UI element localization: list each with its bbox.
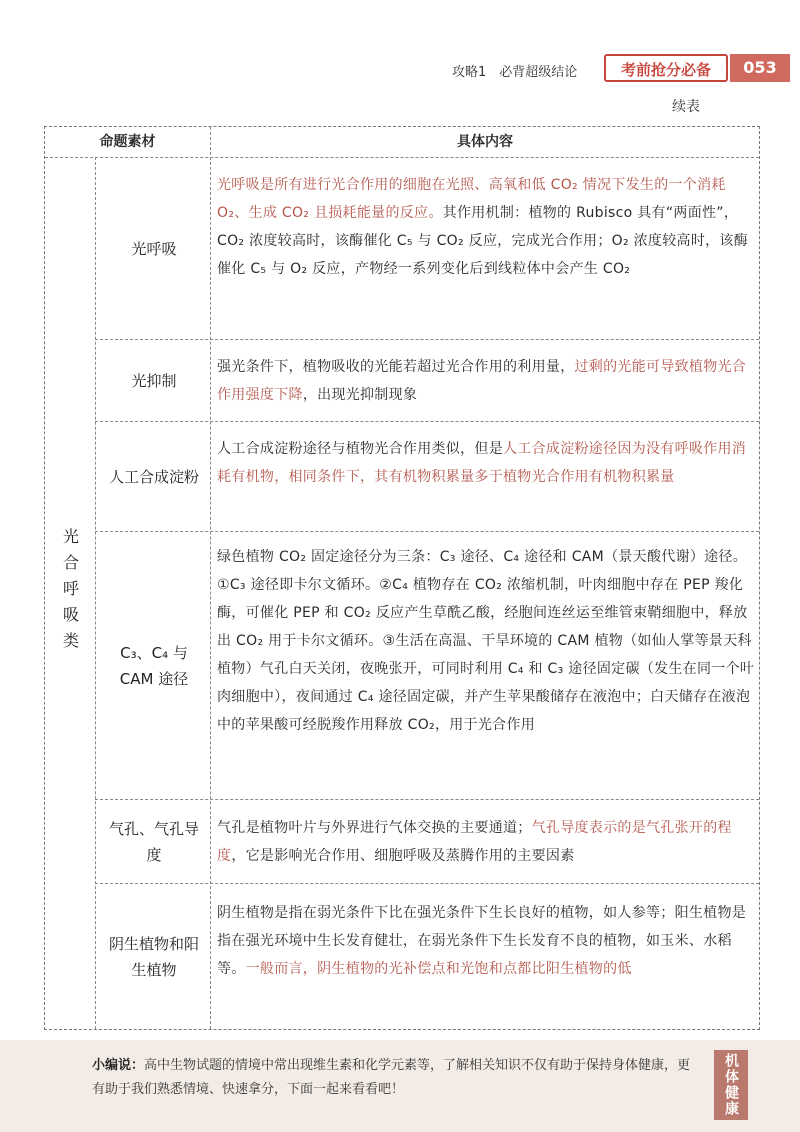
content-cell [217,435,755,491]
header-topic: 命题素材 [99,134,156,150]
content-cell [217,171,755,283]
topic-label: 气孔、气孔导度 [108,819,199,864]
page-header [440,52,800,84]
content-table [44,126,760,1030]
note-body: 高中生物试题的情境中常出现维生素和化学元素等，了解相关知识不仅有助于保持身体健康，更有助于我们熟悉情境、快速拿分，下面一起来看看吧！ [92,1058,691,1097]
topic-cell [96,800,212,883]
body-text: 其作用机制：植物的 Rubisco 具有“两面性”，CO₂ 浓度较高时，该酶催化 C₅ 与 CO₂ 反应，完成光合作用；O₂ 浓度较高时，该酶催化 C₅ 与 O₂ 反应，产物经一系列变化后到线粒体中会产生 CO₂ [217,205,749,277]
content-cell [217,543,755,739]
topic-label: 人工合成淀粉 [108,467,199,486]
content-cell [217,353,755,409]
body-text: 强光条件下，植物吸收的光能若超过光合作用的利用量， [217,359,575,375]
topic-label: 光抑制 [131,371,177,390]
category-cell [45,157,95,1029]
category-label: 光合呼吸类 [60,528,80,658]
topic-cell [96,532,212,799]
body-text: 人工合成淀粉途径与植物光合作用类似，但是 [217,441,503,457]
topic-cell [96,158,212,339]
topic-label: C₃、C₄ 与 CAM 途径 [119,643,189,688]
side-tab: 机体健康 [714,1050,748,1120]
header-content: 具体内容 [457,134,513,150]
topic-label: 光呼吸 [131,239,177,258]
topic-cell [96,884,212,1029]
topic-label: 阴生植物和阳生植物 [108,934,199,979]
body-text: 绿色植物 CO₂ 固定途径分为三条：C₃ 途径、C₄ 途径和 CAM（景天酸代谢）途径。①C₃ 途径即卡尔文循环。②C₄ 植物存在 CO₂ 浓缩机制，叶肉细胞中存在 PEP 羧化酶，可催化 PEP 和 CO₂ 反应产生草酰乙酸，经胞间连丝运至维管束鞘细胞中，释放出 CO₂ 用于卡尔文循环。③生活在高温、干旱环境的 CAM 植物（如仙人掌等景天科植物）气孔白天关闭，夜晚张开，可同时利用 C₄ 和 C₃ 途径固定碳（发生在同一个叶肉细胞中），夜间通过 C₄ 途径固定碳，并产生苹果酸储存在液泡中；白天储存在液泡中的苹果酸可经脱羧作用释放 CO₂，用于光合作用 [217,549,755,733]
highlight-text: 一般而言，阴生植物的光补偿点和光饱和点都比阳生植物的低 [245,961,632,977]
editor-note [0,1040,800,1132]
body-text: ，出现光抑制现象 [302,387,418,403]
note-text [92,1054,692,1102]
content-cell [217,899,755,983]
body-text: ，它是影响光合作用、细胞呼吸及蒸腾作用的主要因素 [231,848,575,864]
content-cell [217,814,755,870]
topic-cell [96,422,212,531]
highlight-text: 气孔导度表示的是气孔张开的程度 [217,820,732,864]
body-text: 气孔是植物叶片与外界进行气体交换的主要通道； [217,820,532,836]
highlight-text: 过剩的光能可导致植物光合作用强度下降 [217,359,747,403]
chapter-title: 攻略1 必背超级结论 [452,65,578,80]
topic-cell [96,340,212,421]
body-text: 阴生植物是指在弱光条件下比在强光条件下生长良好的植物，如人参等；阳生植物是指在强光环境中生长发育健壮，在弱光条件下生长发育不良的植物，如玉米、水稻等。 [217,905,747,977]
highlight-text: 光呼吸是所有进行光合作用的细胞在光照、高氧和低 CO₂ 情况下发生的一个消耗 O₂、生成 CO₂ 且损耗能量的反应。 [217,177,726,221]
continued-label: 续表 [672,99,700,115]
note-label: 小编说： [92,1058,145,1073]
page-number: 053 [730,54,790,82]
section-badge: 考前抢分必备 [604,54,728,82]
highlight-text: 人工合成淀粉途径因为没有呼吸作用消耗有机物，相同条件下，其有机物积累量多于植物光合作用有机物积累量 [217,441,747,485]
